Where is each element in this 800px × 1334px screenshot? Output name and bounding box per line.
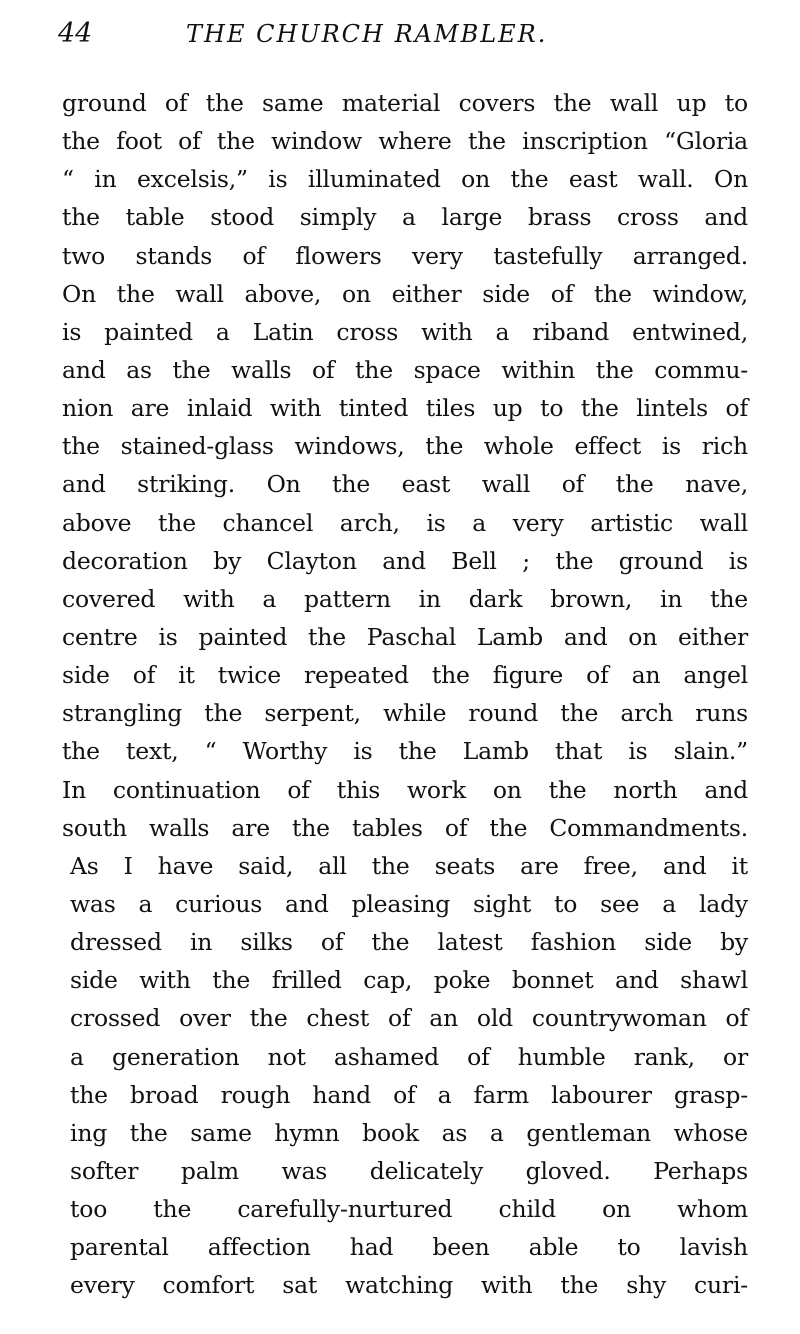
paragraph-2 (62, 847, 748, 1305)
text-line: nion are inlaid with tinted tiles up to the lintels of (62, 394, 748, 423)
text-line: every comfort sat watching with the shy curi- (70, 1271, 748, 1300)
text-line: above the chancel arch, is a very artistic wall (62, 508, 748, 537)
text-line: the text, “ Worthy is the Lamb that is slain.” (62, 737, 748, 766)
page-header (58, 14, 748, 54)
text-line: and striking. On the east wall of the nave, (62, 470, 748, 499)
text-line: strangling the serpent, while round the arch runs (62, 699, 748, 728)
text-line: crossed over the chest of an old countrywoman of (70, 1004, 748, 1033)
text-line: dressed in silks of the latest fashion side by (70, 928, 748, 957)
text-line: centre is painted the Paschal Lamb and on either (62, 622, 748, 651)
text-line: two stands of flowers very tastefully arranged. (62, 241, 748, 270)
body-text (62, 84, 748, 1305)
text-line: On the wall above, on either side of the window, (62, 279, 748, 308)
text-line: In continuation of this work on the north and (62, 775, 748, 804)
text-line: side with the frilled cap, poke bonnet and shawl (70, 966, 748, 995)
text-line: parental affection had been able to lavish (70, 1233, 748, 1262)
text-line: As I have said, all the seats are free, and it (70, 851, 748, 880)
text-line: the foot of the window where the inscription “Gloria (62, 127, 748, 156)
text-line: a generation not ashamed of humble rank, or (70, 1042, 748, 1071)
text-line: decoration by Clayton and Bell ; the ground is (62, 546, 748, 575)
text-line: the stained-glass windows, the whole effect is rich (62, 432, 748, 461)
text-line: is painted a Latin cross with a riband entwined, (62, 317, 748, 346)
text-line: too the carefully-nurtured child on whom (70, 1195, 748, 1224)
text-line: ing the same hymn book as a gentleman whose (70, 1118, 748, 1147)
text-line: the broad rough hand of a farm labourer grasp- (70, 1080, 748, 1109)
page-number: 44 (58, 18, 93, 49)
text-line: side of it twice repeated the figure of an angel (62, 661, 748, 690)
text-line: ground of the same material covers the wall up to (62, 89, 748, 117)
paragraph-1 (62, 84, 748, 847)
text-line: “ in excelsis,” is illuminated on the east wall. On (62, 165, 748, 194)
running-title: THE CHURCH RAMBLER. (186, 20, 548, 48)
text-line: south walls are the tables of the Commandments. (62, 813, 748, 842)
text-line: was a curious and pleasing sight to see a lady (70, 889, 748, 918)
text-line: and as the walls of the space within the commu- (62, 355, 748, 384)
text-line: the table stood simply a large brass cross and (62, 203, 748, 232)
text-line: covered with a pattern in dark brown, in the (62, 584, 748, 613)
text-line: softer palm was delicately gloved. Perhaps (70, 1156, 748, 1185)
